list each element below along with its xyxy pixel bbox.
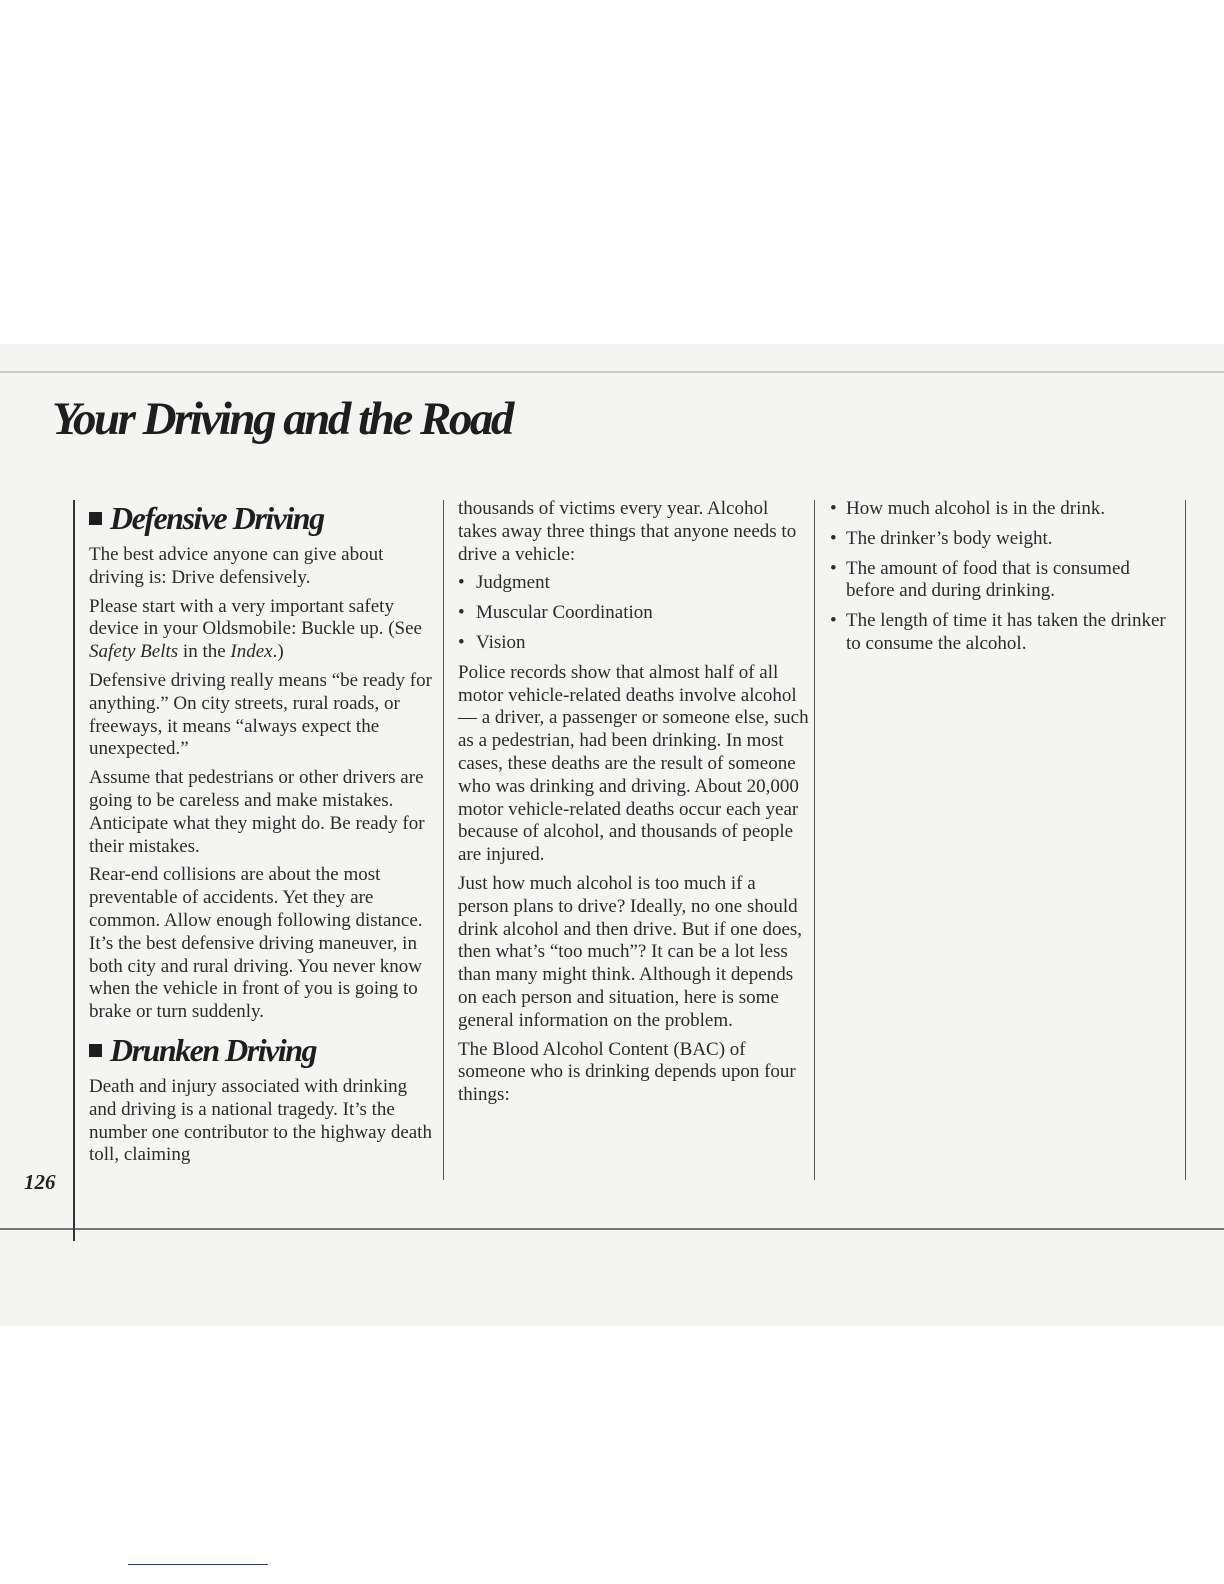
paragraph: Defensive driving really means “be ready for anything.” On city streets, rural roads, or freeways, it means “always expect the unexpected.” xyxy=(89,669,432,760)
list-item: • The length of time it has taken the drinker to consume the alcohol. xyxy=(830,610,1166,654)
list-item: • How much alcohol is in the drink. xyxy=(830,498,1106,519)
paragraph: Rear-end collisions are about the most preventable of accidents. Yet they are common. Allow enough following distance. It’s the best defensive driving maneuver, in both city and rural driving. You never know when the vehicle in front of you is going to brake or turn suddenly. xyxy=(89,864,423,1023)
bullet-icon: • xyxy=(458,602,465,624)
top-rule xyxy=(0,371,1224,373)
column-divider-right xyxy=(1185,500,1186,1180)
footer-link-underline xyxy=(128,1564,268,1565)
paragraph: thousands of victims every year. Alcohol takes away three things that anyone needs to drive a vehicle: xyxy=(458,498,797,565)
list-item: • Muscular Coordination xyxy=(458,602,653,624)
bullet-icon: • xyxy=(458,572,465,594)
paragraph: The best advice anyone can give about driving is: Drive defensively. xyxy=(89,544,384,588)
column-divider-2 xyxy=(814,500,815,1180)
column-divider-left xyxy=(73,500,75,1241)
bullet-icon: • xyxy=(830,557,837,579)
reference-index: Index xyxy=(230,641,273,663)
bullet-icon: • xyxy=(830,498,837,519)
square-bullet-icon xyxy=(89,1044,102,1057)
bullet-icon: • xyxy=(830,610,837,632)
section-heading-drunken-driving: Drunken Driving xyxy=(89,1030,439,1070)
square-bullet-icon xyxy=(89,512,102,525)
column-3 xyxy=(830,498,1180,663)
page-title: Your Driving and the Road xyxy=(52,393,512,445)
bullet-list xyxy=(458,572,810,654)
column-2 xyxy=(458,498,810,1113)
paragraph: Just how much alcohol is too much if a person plans to drive? Ideally, no one should drink alcohol and then drive. But if one does, then what’s “too much”? It can be a lot less than many might think. Although it depends on each person and situation, here is some general information on the problem. xyxy=(458,872,803,1031)
column-divider-1 xyxy=(443,500,444,1180)
column-1 xyxy=(89,498,439,1173)
paragraph: Assume that pedestrians or other drivers are going to be careless and make mistakes. Anticipate what they might do. Be ready for their mistakes. xyxy=(89,767,425,857)
bullet-icon: • xyxy=(458,631,465,653)
reference-safety-belts: Safety Belts xyxy=(89,641,179,663)
list-item: • Judgment xyxy=(458,572,550,594)
bottom-rule xyxy=(0,1228,1224,1230)
list-item: • Vision xyxy=(458,631,526,653)
paragraph: Please start with a very important safety device in your Oldsmobile: Buckle up. (See Safety Belts in the Index.) xyxy=(89,595,422,663)
paragraph: The Blood Alcohol Content (BAC) of someone who is drinking depends upon four things: xyxy=(458,1038,796,1106)
list-item: • The drinker’s body weight. xyxy=(830,527,1053,549)
bullet-icon: • xyxy=(830,527,837,549)
bullet-list xyxy=(830,498,1180,656)
paragraph: Police records show that almost half of all motor vehicle-related deaths involve alcohol — a driver, a passenger or someone else, such as a pedestrian, had been drinking. In most cases, these deaths are the result of someone who was drinking and driving. About 20,000 motor vehicle-related deaths occur each year because of alcohol, and thousands of people are injured. xyxy=(458,661,809,866)
paragraph: Death and injury associated with drinking and driving is a national tragedy. It’s the number one contributor to the highway death toll, claiming xyxy=(89,1075,432,1166)
page-number: 126 xyxy=(24,1170,56,1194)
list-item: • The amount of food that is consumed before and during drinking. xyxy=(830,557,1130,602)
section-heading-defensive-driving: Defensive Driving xyxy=(89,498,439,538)
